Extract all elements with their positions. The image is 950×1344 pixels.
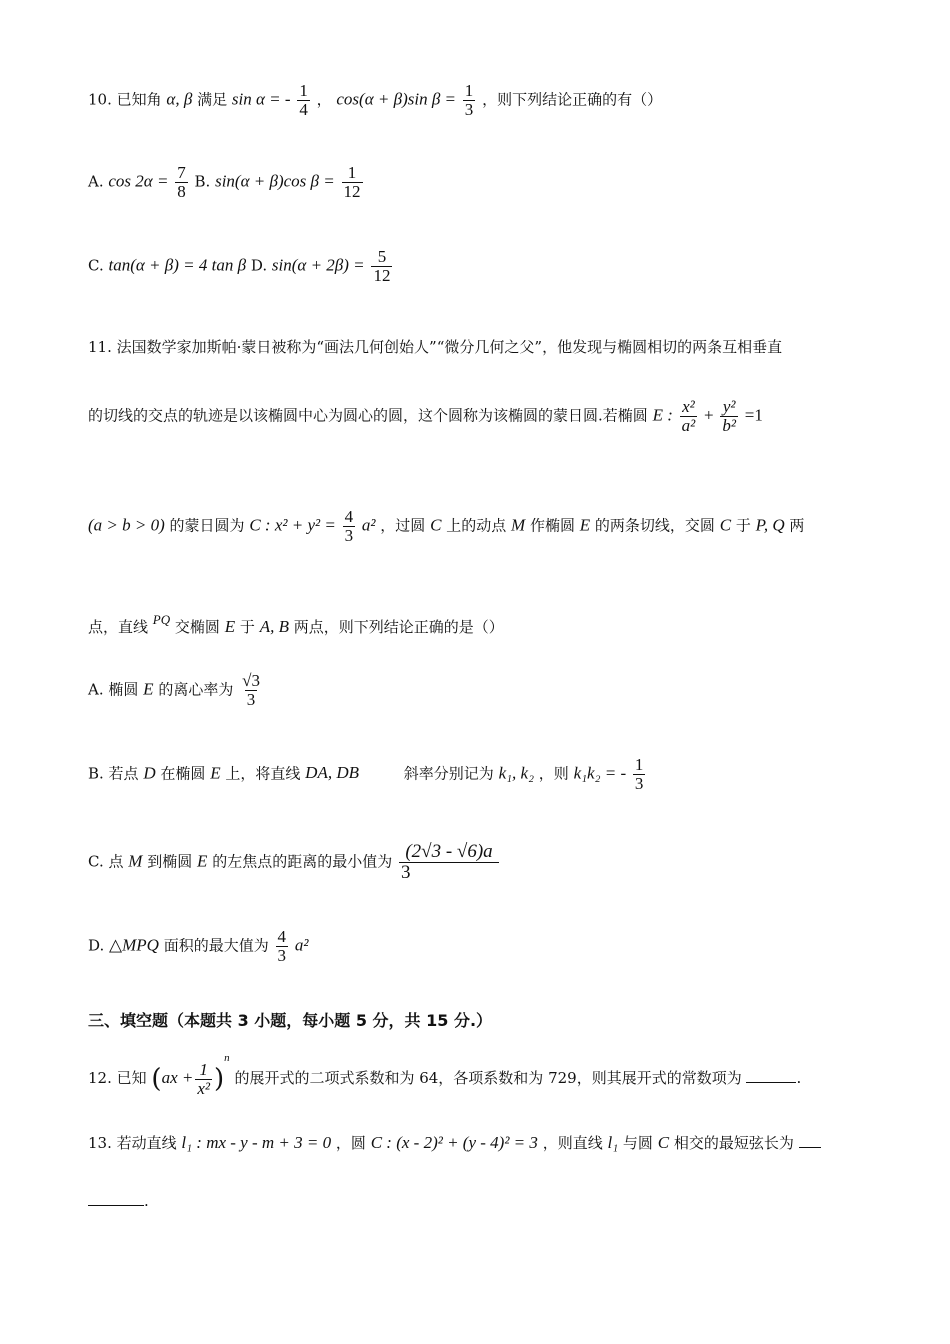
q11-line3 [88, 508, 862, 545]
q11-line1 [88, 336, 862, 357]
q11-text: 两 [789, 516, 805, 535]
q11-text: 上的动点 [446, 516, 507, 535]
q11-optA-text: 的离心率为 [158, 680, 234, 699]
q10-optC-label: C. [88, 256, 104, 275]
q11-ellipse-y-frac: $\frac{\text{y²}}{\text{b²}}$ [722, 397, 737, 435]
q10-optD-expr: sin(α + 2β) = [271, 255, 365, 275]
q11-optD-rhs: a² [294, 935, 309, 955]
q11-ellipse-x-frac: $\frac{\text{x²}}{\text{a²}}$ [681, 397, 696, 435]
q11-eq1: =1 [744, 405, 763, 425]
q11-optA [88, 672, 862, 709]
q11-plus: + [704, 405, 714, 425]
q11-optD-text: D. [88, 936, 105, 955]
q11-optD-text: 面积的最大值为 [163, 936, 269, 955]
q11-var-E: E [143, 679, 154, 699]
q12-text: 的展开式的二项式系数和为 64，各项系数和为 729，则其展开式的常数项为 [234, 1069, 742, 1087]
q11-condition: (a > b > 0) [88, 515, 165, 535]
q10-optD-frac: $\frac{5}{12}$ [373, 247, 391, 285]
q12-frac: $\frac{1}{\text{x²}}$ [197, 1059, 210, 1098]
q13-end: . [144, 1192, 149, 1210]
q12-right-paren: ) [214, 1064, 225, 1094]
q11-optB-text: 在椭圆 [160, 764, 206, 783]
q11-var-E: E [579, 515, 591, 535]
q11-text: 11. 法国数学家加斯帕·蒙日被称为“画法几何创始人”“微分几何之父”，他发现与椭圆相切的两条互相垂直 [88, 338, 783, 356]
q11-text: 点，直线 [88, 618, 149, 636]
q11-circle-rhs: a² [361, 515, 376, 535]
q11-optB-expr: k₁k₂ = - [573, 763, 627, 783]
q11-optB-text: B. 若点 [88, 764, 139, 783]
q13-var-C: C [657, 1133, 670, 1152]
q10-optB-label: B. [194, 172, 211, 191]
q11-text: 两点，则下列结论正确的是（） [293, 618, 504, 636]
q11-text: 于 [239, 618, 255, 636]
q11-var-C: C [719, 515, 732, 535]
section-3-title: 三、填空题（本题共 3 小题，每小题 5 分，共 15 分.） [88, 1011, 493, 1030]
q12-answer-blank[interactable] [746, 1082, 796, 1083]
q11-optB-frac: $\frac{1}{3}$ [634, 755, 644, 793]
q11-optB-text: 斜率分别记为 [403, 764, 494, 783]
q10-text: ，则下列结论正确的有（） [482, 90, 663, 109]
q11-optB-text: ，则 [538, 764, 569, 783]
q12 [88, 1052, 862, 1097]
q13-text: 相交的最短弦长为 [673, 1134, 794, 1152]
q11-text: 交椭圆 [174, 618, 220, 636]
q10-text: 满足 [197, 90, 228, 109]
q11-var-E: E [210, 763, 221, 783]
q10-cond2-frac: $\frac{1}{3}$ [464, 81, 474, 119]
q11-var-AB: A, B [259, 617, 289, 636]
section-3-heading [88, 1008, 862, 1031]
q13-circle-eq: C : (x - 2)² + (y - 4)² = 3 [370, 1133, 538, 1152]
q10-options-cd [88, 248, 862, 285]
q10-cond1: sin α = - [231, 89, 291, 109]
q11-optD [88, 928, 862, 965]
q10-vars: α, β [166, 89, 193, 109]
q13-var-l1: l₁ [607, 1133, 619, 1152]
q10-cond1-frac: $\frac{1}{4}$ [299, 81, 308, 119]
q13-text: 与圆 [622, 1134, 653, 1152]
q12-end: . [796, 1069, 802, 1087]
q11-circle-expr: C : x² + y² = [249, 515, 336, 535]
q11-var-PQ-line: PQ [152, 612, 171, 627]
q11-var-k1k2: k₁, k₂ [498, 763, 534, 783]
q11-optC-frac: $\frac{(2√3 - √6)a}{3}$ [399, 842, 499, 883]
q11-circle-frac: $\frac{4}{3}$ [344, 507, 354, 545]
q11-ellipse-name: E : [652, 405, 673, 425]
q10-optA-frac: $\frac{7}{8}$ [177, 163, 186, 201]
q11-var-M: M [511, 515, 526, 535]
q11-text: 于 [735, 516, 751, 535]
q11-var-D: D [143, 763, 156, 783]
q11-optB [88, 756, 862, 793]
q11-triangle-MPQ: △MPQ [109, 935, 159, 955]
q11-line2 [88, 398, 862, 435]
q10-options-ab [88, 164, 862, 201]
q11-optD-frac: $\frac{4}{3}$ [277, 927, 287, 965]
q11-var-PQ: P, Q [755, 515, 785, 535]
q12-exponent: n [224, 1052, 230, 1064]
q10-optA-label: A. [88, 172, 104, 191]
q11-text: ，过圆 [380, 516, 426, 535]
q10-optA-expr: cos 2α = [108, 171, 169, 191]
q11-optC-text: 的左焦点的距离的最小值为 [212, 852, 393, 871]
q10-cond2: cos(α + β)sin β = [336, 89, 457, 109]
q11-optC [88, 842, 862, 883]
q11-var-M: M [128, 851, 143, 871]
q11-text: 的切线的交点的轨迹是以该椭圆中心为圆心的圆，这个圆称为该椭圆的蒙日圆.若椭圆 [88, 406, 648, 425]
q10-optB-expr: sin(α + β)cos β = [215, 171, 335, 191]
q10-comma: ， [316, 90, 332, 109]
q11-line4 [88, 612, 862, 637]
q13-answer-blank[interactable] [88, 1205, 144, 1206]
q13 [88, 1132, 862, 1153]
q10-optD-label: D. [250, 256, 268, 275]
q13-text: 13. 若动直线 [88, 1134, 177, 1152]
q10-text: 10. 已知角 [88, 90, 162, 109]
q13-line-eq: l₁ : mx - y - m + 3 = 0 [181, 1133, 332, 1152]
q12-left-paren: ( [151, 1064, 162, 1094]
q11-optA-frac: $\frac{√3}{3}$ [242, 671, 260, 709]
q11-var-E: E [224, 617, 236, 636]
q11-optC-text: C. 点 [88, 852, 124, 871]
q12-base: ax + [161, 1068, 194, 1087]
q13-text: ，圆 [335, 1134, 366, 1152]
q10-optB-frac: $\frac{1}{12}$ [343, 163, 361, 201]
q13-continued [88, 1192, 862, 1210]
q11-text: 的两条切线，交圆 [594, 516, 715, 535]
q11-var-C: C [430, 515, 442, 535]
q11-optC-text: 到椭圆 [147, 852, 193, 871]
q11-optA-text: A. 椭圆 [88, 680, 139, 699]
q11-text: 的蒙日圆为 [169, 516, 245, 535]
q13-answer-blank-start[interactable] [799, 1147, 821, 1148]
q12-text: 12. 已知 [88, 1069, 147, 1087]
q11-var-DADB: DA, DB [305, 763, 359, 783]
q10-stem [88, 82, 862, 119]
q11-text: 作椭圆 [529, 516, 575, 535]
q13-text: ，则直线 [542, 1134, 603, 1152]
q11-optB-text: 上，将直线 [225, 764, 301, 783]
q11-var-E: E [197, 851, 208, 871]
q10-optC-expr: tan(α + β) = 4 tan β [108, 255, 247, 275]
